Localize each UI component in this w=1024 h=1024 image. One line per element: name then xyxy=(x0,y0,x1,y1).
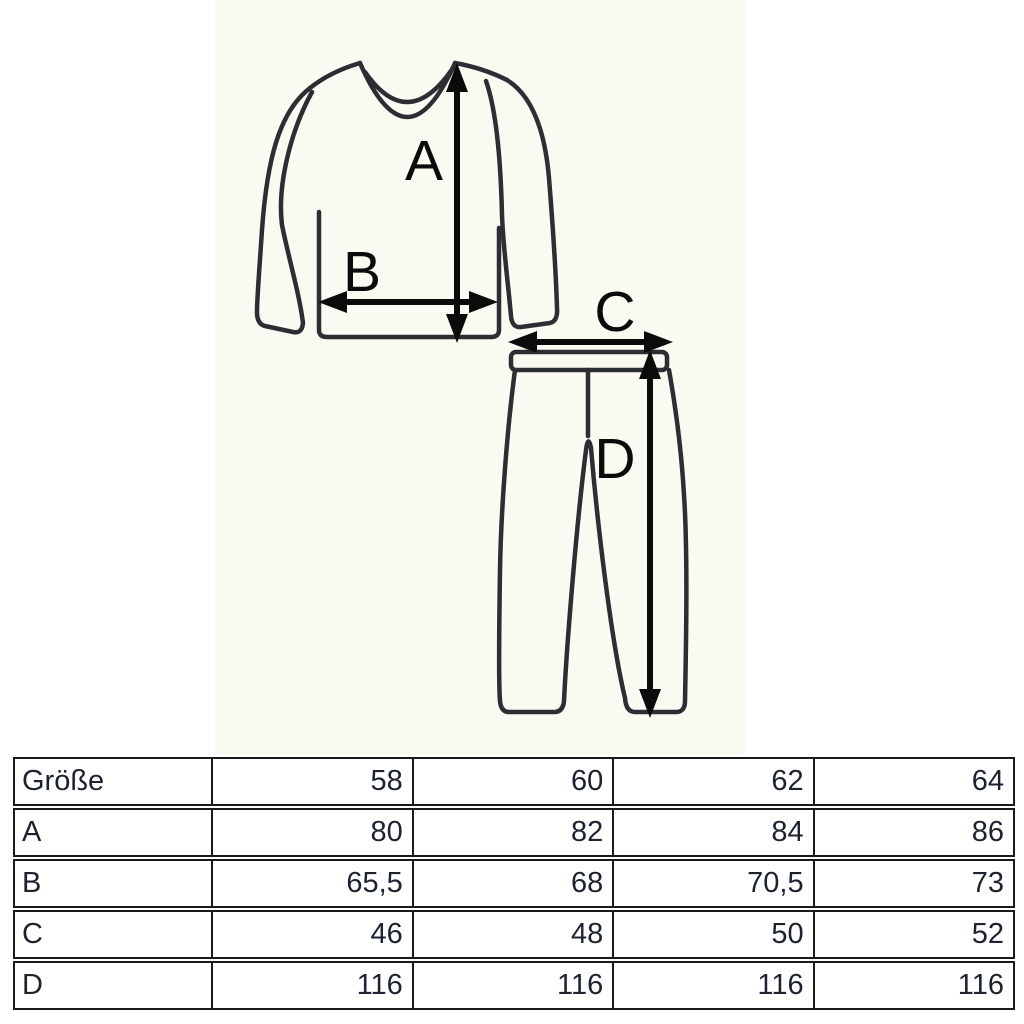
value-cell: 116 xyxy=(213,963,413,1008)
value-cell: 52 xyxy=(971,918,1005,950)
measurement-label-d: D xyxy=(594,427,636,491)
garment-measurement-diagram xyxy=(215,0,745,755)
table-row-c xyxy=(13,910,1015,959)
value-cell: 116 xyxy=(957,969,1005,1001)
sweatshirt-shoulders xyxy=(310,63,507,88)
row-label-cell: B xyxy=(15,861,213,906)
value-cell: 46 xyxy=(213,912,413,957)
row-label-cell: A xyxy=(15,810,213,855)
value-cell: 58 xyxy=(213,759,413,804)
table-row-a xyxy=(13,808,1015,857)
pants-drawing xyxy=(499,352,686,712)
value-cell: 68 xyxy=(414,861,614,906)
row-label-cell: C xyxy=(15,912,213,957)
value-cell: 62 xyxy=(614,759,814,804)
measurement-label-c: C xyxy=(594,280,636,344)
sweatshirt-drawing xyxy=(257,63,557,337)
table-row-d xyxy=(13,961,1015,1010)
table-row-groesse xyxy=(13,757,1015,806)
measurement-label-a: A xyxy=(404,129,444,193)
sweatshirt-left-sleeve xyxy=(257,88,312,332)
row-label-cell: Größe xyxy=(15,759,213,804)
value-cell: 70,5 xyxy=(614,861,814,906)
table-row-b xyxy=(13,859,1015,908)
pants-legs-outline xyxy=(499,370,686,712)
measurement-labels xyxy=(343,129,636,491)
value-cell: 64 xyxy=(971,765,1005,797)
value-cell: 116 xyxy=(414,963,614,1008)
measurement-arrows xyxy=(318,63,673,718)
value-cell: 116 xyxy=(614,963,814,1008)
value-cell: 80 xyxy=(213,810,413,855)
sweatshirt-collar xyxy=(360,63,455,117)
row-label-cell: D xyxy=(15,963,213,1008)
value-cell: 50 xyxy=(614,912,814,957)
measurement-arrow-d xyxy=(639,350,661,718)
measurement-label-b: B xyxy=(342,240,382,304)
size-table xyxy=(13,757,1015,1010)
value-cell: 86 xyxy=(971,816,1005,848)
sweatshirt-right-sleeve xyxy=(486,80,557,327)
size-diagram-panel xyxy=(215,0,745,755)
value-cell: 84 xyxy=(614,810,814,855)
value-cell: 60 xyxy=(414,759,614,804)
value-cell: 82 xyxy=(414,810,614,855)
measurement-arrow-c xyxy=(508,331,673,353)
value-cell: 65,5 xyxy=(213,861,413,906)
value-cell: 73 xyxy=(971,867,1005,899)
value-cell: 48 xyxy=(414,912,614,957)
